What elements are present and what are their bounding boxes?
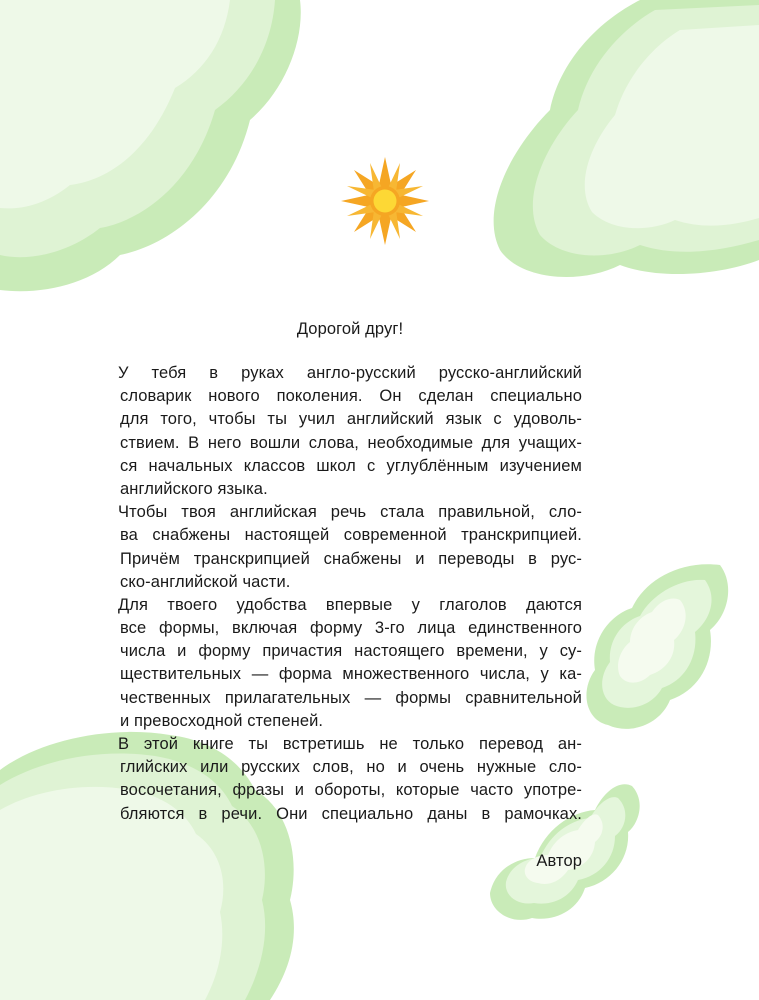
paragraph-4	[118, 733, 582, 826]
text-line: ствием. В него вошли слова, необходимые для учащих-	[120, 433, 582, 452]
text-line: и превосходной степеней.	[120, 711, 324, 730]
letter-greeting: Дорогой друг!	[296, 320, 404, 338]
text-line: восочетания, фразы и обороты, которые часто употре-	[120, 781, 582, 800]
letter-signature: Автор	[536, 852, 582, 870]
paragraph-1	[118, 362, 582, 501]
cloud-top-right	[494, 0, 759, 277]
text-line: Чтобы твоя английская речь стала правильной, сло-	[118, 503, 582, 522]
text-line: глийских или русских слов, но и очень нужные сло-	[120, 758, 582, 777]
text-line: все формы, включая форму 3-го лица единственного	[120, 619, 582, 638]
text-line: ществительных — форма множественного числа, у ка-	[120, 665, 582, 684]
text-line: словарик нового поколения. Он сделан специально	[120, 387, 582, 406]
text-line: бляются в речи. Они специально даны в рамочках.	[120, 804, 582, 823]
text-line: числа и форму причастия настоящего времени, у су-	[120, 642, 582, 661]
text-line: ско-английской части.	[120, 572, 291, 591]
text-line: У тебя в руках англо-русский русско-английский	[118, 364, 582, 382]
text-line: Причём транскрипцией снабжены и переводы в рус-	[120, 549, 582, 568]
cloud-middle-right	[586, 564, 728, 729]
text-line: чественных прилагательных — формы сравнительной	[120, 688, 582, 707]
paragraph-3	[118, 594, 582, 733]
cloud-top-left	[0, 0, 301, 291]
text-line: ся начальных классов школ с углублённым изучением	[120, 456, 582, 475]
sun-icon	[341, 157, 429, 245]
letter-body	[118, 362, 582, 826]
text-line: В этой книге ты встретишь не только перевод ан-	[118, 735, 582, 753]
paragraph-2	[118, 501, 582, 594]
text-line: для того, чтобы ты учил английский язык с удоволь-	[120, 410, 582, 429]
text-line: английского языка.	[120, 479, 268, 498]
text-line: Для твоего удобства впервые у глаголов даются	[118, 595, 582, 614]
text-line: ва снабжены настоящей современной транскрипцией.	[120, 526, 582, 545]
